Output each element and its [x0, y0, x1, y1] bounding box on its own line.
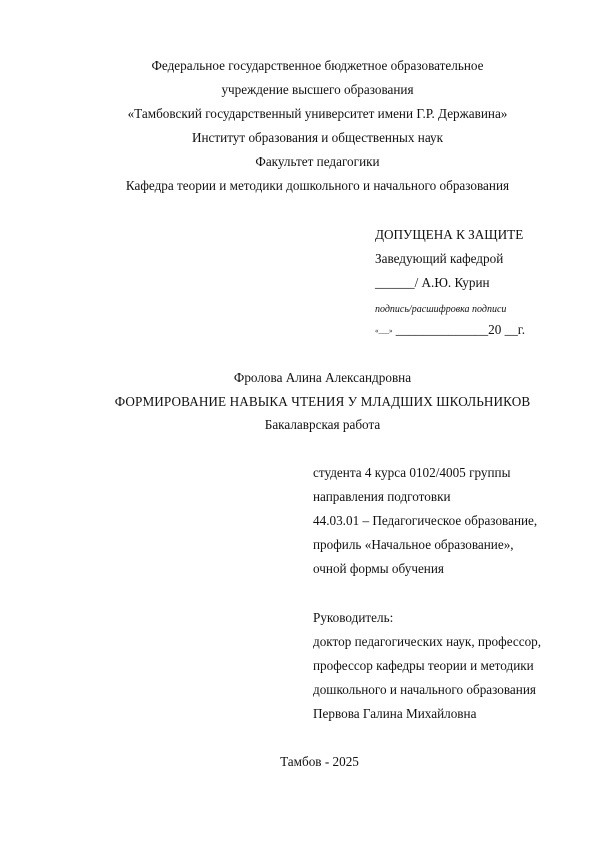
approval-position: Заведующий кафедрой: [375, 251, 504, 266]
approval-status: ДОПУЩЕНА К ЗАЩИТЕ: [375, 227, 524, 242]
work-title: ФОРМИРОВАНИЕ НАВЫКА ЧТЕНИЯ У МЛАДШИХ ШКОЛЬНИКОВ: [114, 394, 531, 409]
supervisor-line-1: доктор педагогических наук, профессор,: [313, 634, 542, 649]
work-type: Бакалаврская работа: [264, 417, 381, 432]
faculty-name: Факультет педагогики: [255, 154, 380, 169]
date-rest: ______________20 __г.: [392, 322, 525, 337]
supervisor-line-3: дошкольного и начального образования: [313, 682, 536, 697]
student-line-5: очной формы обучения: [313, 561, 444, 576]
date-day: «___»: [375, 327, 393, 335]
institution-line-1: Федеральное государственное бюджетное образовательное: [151, 58, 484, 73]
supervisor-line-2: профессор кафедры теории и методики: [313, 658, 534, 673]
department-name: Кафедра теории и методики дошкольного и начального образования: [125, 178, 510, 193]
approval-signature-line: ______/ А.Ю. Курин: [375, 275, 490, 290]
supervisor-name: Первова Галина Михайловна: [313, 706, 477, 721]
city-year: Тамбов - 2025: [280, 754, 359, 769]
institution-line-2: учреждение высшего образования: [221, 82, 414, 97]
university-name: «Тамбовский государственный университет имени Г.Р. Державина»: [127, 106, 508, 121]
student-line-2: направления подготовки: [313, 489, 451, 504]
institute-name: Институт образования и общественных наук: [191, 130, 444, 145]
student-line-3: 44.03.01 – Педагогическое образование,: [313, 513, 538, 528]
author-name: Фролова Алина Александровна: [233, 370, 412, 385]
approval-caption-wrap: [375, 300, 506, 318]
approval-date: [375, 322, 525, 339]
student-line-4: профиль «Начальное образование»,: [313, 537, 514, 552]
signature-caption: подпись/расшифровка подписи: [375, 304, 507, 315]
supervisor-label: Руководитель:: [313, 610, 394, 625]
student-line-1: студента 4 курса 0102/4005 группы: [313, 465, 511, 480]
